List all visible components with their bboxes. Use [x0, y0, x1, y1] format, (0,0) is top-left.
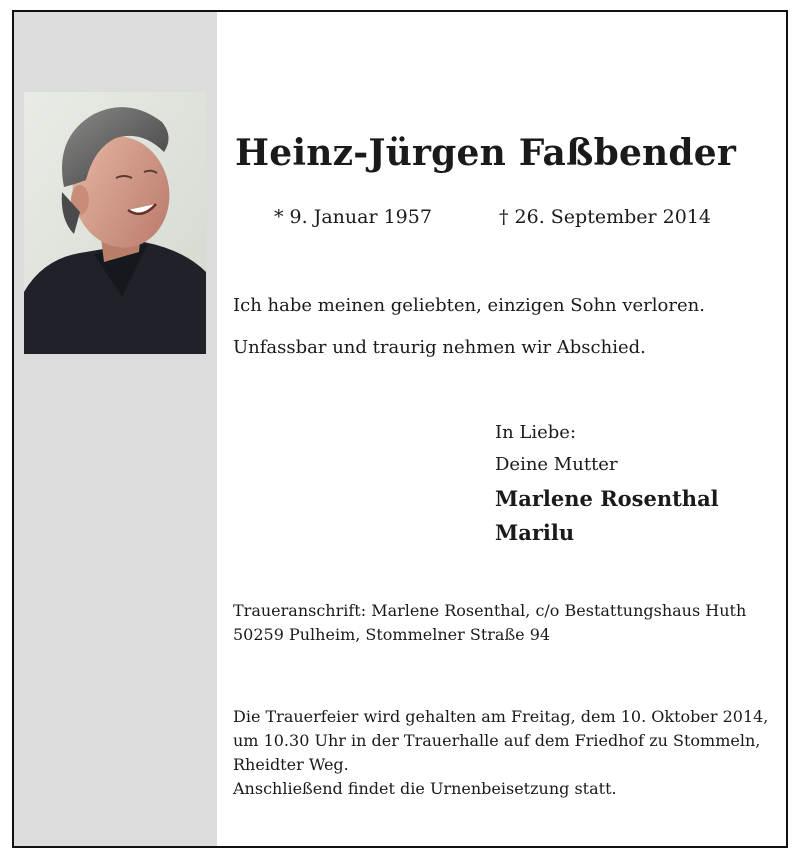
notice-content [217, 12, 786, 846]
deceased-name: Heinz-Jürgen Faßbender [235, 132, 737, 174]
message-line-2: Unfassbar und traurig nehmen wir Abschied. [233, 337, 646, 358]
ceremony-line-3: Rheidter Weg. [233, 755, 349, 774]
death-date: † 26. September 2014 [499, 206, 711, 228]
message-line-1: Ich habe meinen geliebten, einzigen Sohn verloren. [233, 295, 705, 316]
left-side-panel [14, 12, 217, 846]
signature-nickname: Marilu [495, 520, 575, 545]
ceremony-line-1: Die Trauerfeier wird gehalten am Freitag, dem 10. Oktober 2014, [233, 707, 769, 726]
signature-role: Deine Mutter [495, 454, 618, 475]
mourning-address-line-2: 50259 Pulheim, Stommelner Straße 94 [233, 625, 551, 644]
obituary-notice [12, 10, 788, 848]
ceremony-line-4: Anschließend findet die Urnenbeisetzung statt. [233, 779, 617, 798]
portrait-photo [24, 92, 206, 354]
birth-date: * 9. Januar 1957 [274, 206, 432, 228]
ceremony-line-2: um 10.30 Uhr in der Trauerhalle auf dem Friedhof zu Stommeln, [233, 731, 761, 750]
mourning-address-line-1: Traueranschrift: Marlene Rosenthal, c/o Bestattungshaus Huth [233, 601, 747, 620]
signature-intro: In Liebe: [495, 422, 577, 443]
signature-name: Marlene Rosenthal [495, 486, 719, 511]
